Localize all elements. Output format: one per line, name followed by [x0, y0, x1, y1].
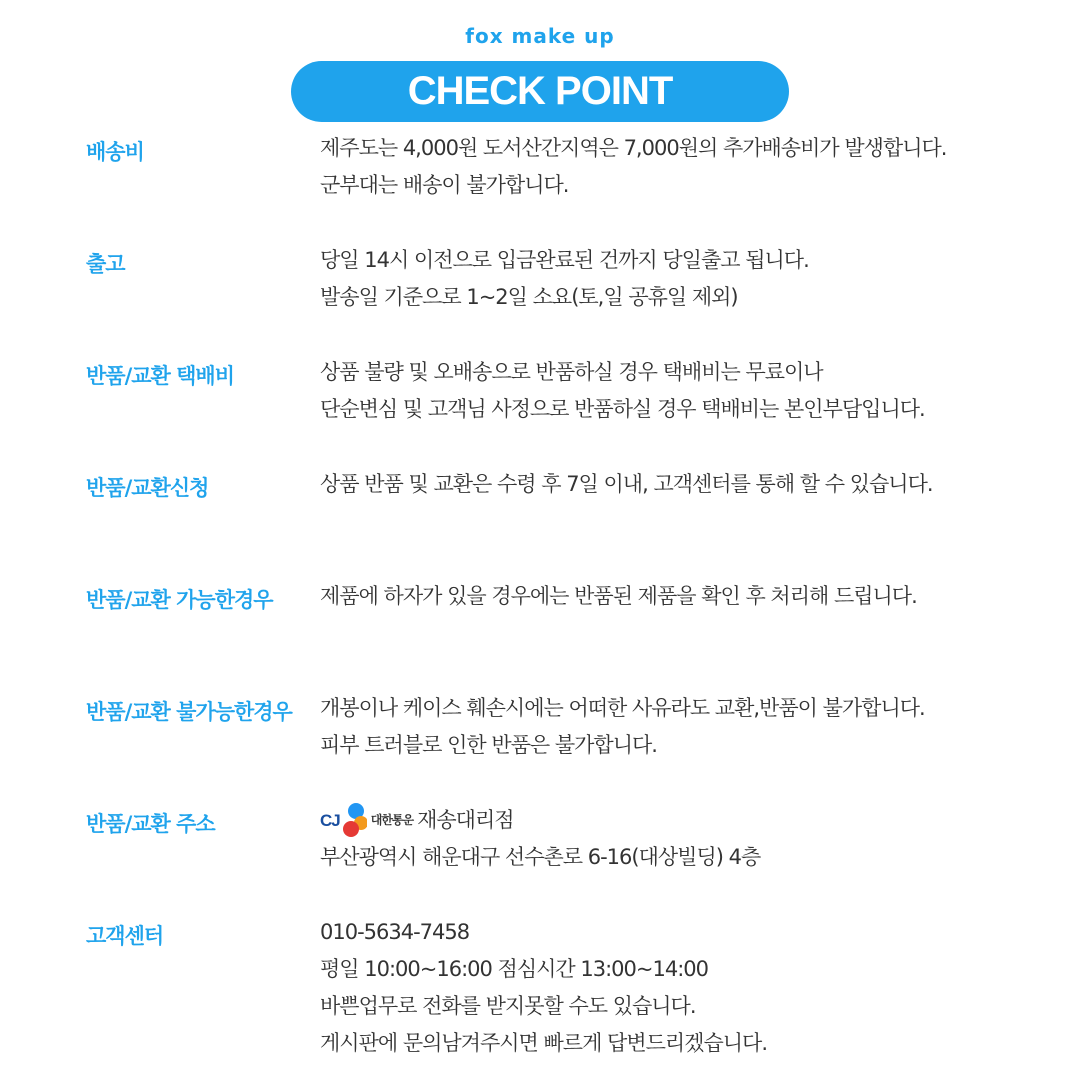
shipping-line-1: 제주도는 4,000원 도서산간지역은 7,000원의 추가배송비가 발생합니다.	[320, 136, 947, 160]
customer-center-info	[320, 914, 767, 1062]
dispatch-info	[320, 242, 809, 316]
dispatch-line-1: 당일 14시 이전으로 입금완료된 건까지 당일출고 됩니다.	[320, 248, 809, 272]
return-possible-label: 반품/교환 가능한경우	[86, 588, 273, 612]
return-possible-line-1: 제품에 하자가 있을 경우에는 반품된 제품을 확인 후 처리해 드립니다.	[320, 584, 917, 608]
return-impossible-label: 반품/교환 불가능한경우	[86, 700, 292, 724]
return-fee-line-1: 상품 불량 및 오배송으로 반품하실 경우 택배비는 무료이나	[320, 360, 823, 384]
return-address-line-1: 부산광역시 해운대구 선수촌로 6-16(대상빌딩) 4층	[320, 845, 761, 869]
cj-logo-text: CJ	[320, 811, 340, 830]
return-impossible-line-2: 피부 트러블로 인한 반품은 불가합니다.	[320, 733, 657, 757]
return-address-info	[320, 802, 760, 876]
customer-center-note-1: 바쁜업무로 전화를 받지못할 수도 있습니다.	[320, 994, 696, 1018]
check-point-banner: CHECK POINT	[291, 61, 789, 122]
return-address-label: 반품/교환 주소	[86, 812, 215, 836]
cj-flower-icon	[341, 801, 367, 841]
brand-name: fox make up	[465, 24, 615, 48]
shipping-line-2: 군부대는 배송이 불가합니다.	[320, 173, 569, 197]
return-fee-label: 반품/교환 택배비	[86, 364, 234, 388]
dispatch-line-2: 발송일 기준으로 1~2일 소요(토,일 공휴일 제외)	[320, 285, 738, 309]
courier-row	[320, 802, 760, 839]
dispatch-label: 출고	[86, 252, 125, 276]
courier-branch: 재송대리점	[417, 808, 514, 832]
return-request-label: 반품/교환신청	[86, 476, 209, 500]
shipping-info	[320, 130, 946, 204]
customer-center-phone: 010-5634-7458	[320, 920, 470, 944]
return-fee-line-2: 단순변심 및 고객님 사정으로 반품하실 경우 택배비는 본인부담입니다.	[320, 397, 925, 421]
customer-center-note-2: 게시판에 문의남겨주시면 빠르게 답변드리겠습니다.	[320, 1031, 767, 1055]
cj-logo	[320, 801, 413, 841]
return-impossible-line-1: 개봉이나 케이스 훼손시에는 어떠한 사유라도 교환,반품이 불가합니다.	[320, 696, 925, 720]
return-impossible-info	[320, 690, 925, 764]
shipping-label: 배송비	[86, 140, 144, 164]
return-fee-info	[320, 354, 925, 428]
customer-center-label: 고객센터	[86, 924, 164, 948]
return-possible-info	[320, 578, 917, 615]
return-request-info	[320, 466, 933, 503]
customer-center-hours: 평일 10:00~16:00 점심시간 13:00~14:00	[320, 957, 709, 981]
cj-logo-corp: 대한통운	[370, 813, 414, 827]
return-request-line-1: 상품 반품 및 교환은 수령 후 7일 이내, 고객센터를 통해 할 수 있습니다.	[320, 472, 933, 496]
